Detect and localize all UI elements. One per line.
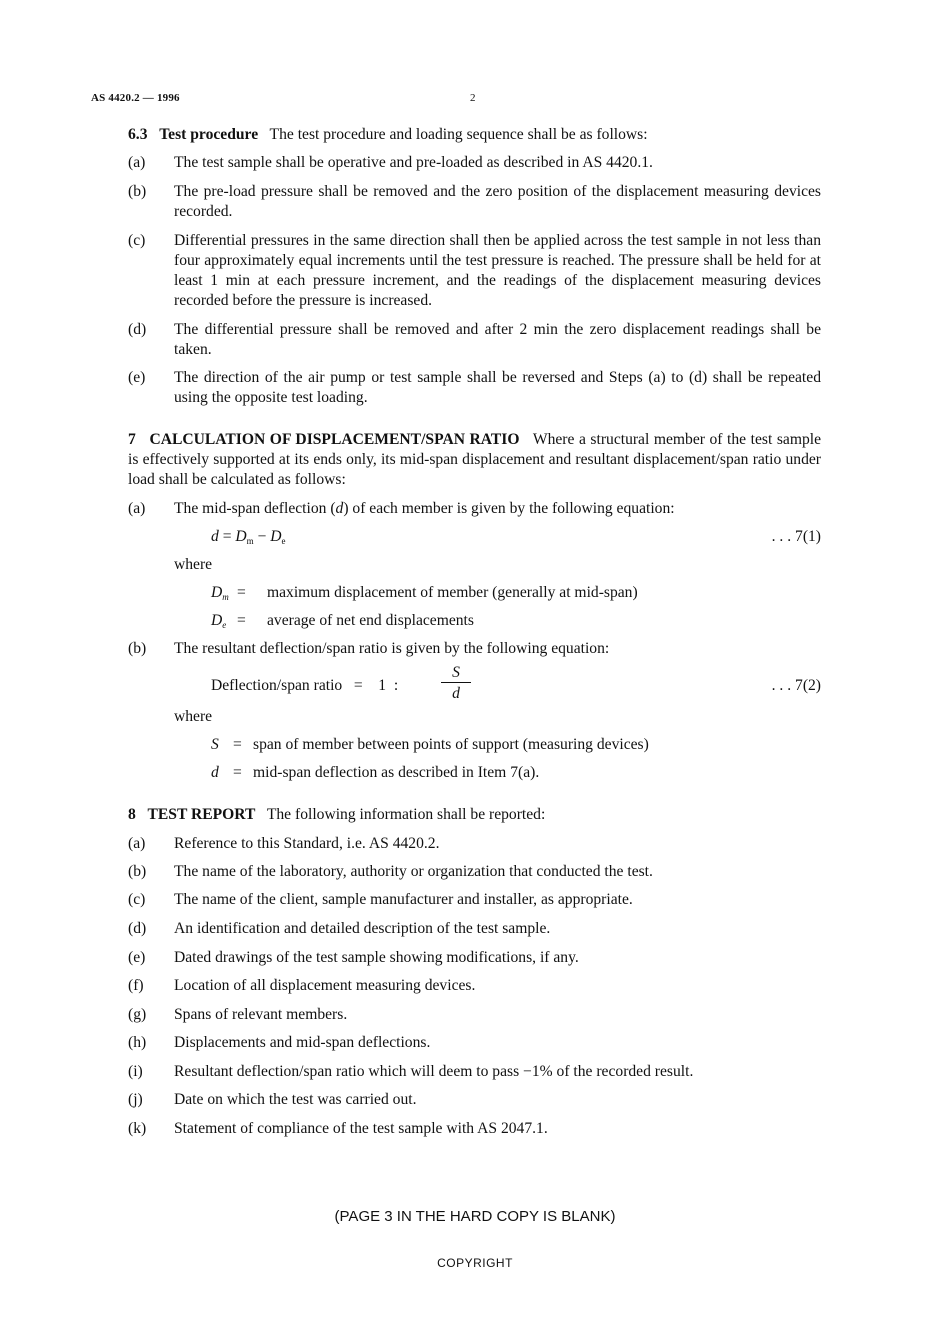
item-text: The name of the laboratory, authority or organization that conducted the test.: [174, 863, 653, 880]
list-item: [128, 862, 821, 882]
item-label: (b): [128, 640, 147, 657]
equation-7-2: [128, 663, 821, 705]
fraction-denominator: d: [452, 685, 460, 702]
item-label: (j): [128, 1091, 143, 1108]
item-label: (d): [128, 920, 147, 937]
definition-text: mid-span deflection as described in Item 7(a).: [253, 764, 540, 781]
section-title: Test procedure: [159, 126, 259, 143]
eq-term: D: [235, 528, 247, 545]
symbol-subscript: m: [222, 592, 229, 602]
item-text: Reference to this Standard, i.e. AS 4420.2.: [174, 835, 440, 852]
item-text: The pre-load pressure shall be removed and the zero position of the displacement measuring devices recorded.: [174, 183, 821, 220]
definition-text: maximum displacement of member (generally at mid-span): [267, 584, 638, 601]
definition-symbol: [211, 611, 237, 635]
eq-minus: −: [253, 528, 271, 545]
item-label: (f): [128, 977, 144, 994]
item-text: The mid-span deflection (: [174, 500, 336, 517]
section-7-heading: [128, 430, 821, 490]
definition-symbol: d: [211, 764, 219, 781]
item-label: (c): [128, 891, 146, 908]
item-text: ) of each member is given by the following equation:: [343, 500, 675, 517]
definition-equals: =: [237, 584, 246, 601]
list-item: [128, 1062, 821, 1082]
list-item: [128, 499, 821, 519]
definition-row: [128, 583, 821, 603]
eq-colon: :: [393, 677, 399, 694]
symbol-subscript: e: [222, 620, 227, 630]
where-label: where: [174, 556, 213, 573]
eq-sign: =: [218, 528, 236, 545]
item-label: (i): [128, 1063, 143, 1080]
item-text: The test sample shall be operative and pre-loaded as described in AS 4420.1.: [174, 154, 653, 171]
page-number: 2: [470, 92, 476, 104]
item-text: Location of all displacement measuring devices.: [174, 977, 476, 994]
item-label: (e): [128, 369, 146, 386]
item-text: Statement of compliance of the test sample with AS 2047.1.: [174, 1120, 548, 1137]
definition-row: [128, 611, 821, 631]
section-number: 7: [128, 431, 136, 448]
item-text: Displacements and mid-span deflections.: [174, 1034, 431, 1051]
symbol-d: d: [335, 500, 344, 517]
symbol-letter: D: [211, 584, 223, 601]
list-item: [128, 1090, 821, 1110]
item-label: (e): [128, 949, 146, 966]
item-label: (a): [128, 835, 146, 852]
list-item: [128, 368, 821, 408]
list-item: [128, 919, 821, 939]
list-item: [128, 153, 821, 173]
item-text: Spans of relevant members.: [174, 1006, 348, 1023]
definition-symbol: [211, 583, 237, 607]
item-text: An identification and detailed description of the test sample.: [174, 920, 551, 937]
list-item: [128, 948, 821, 968]
section-title: TEST REPORT: [147, 806, 256, 823]
definition-row: [128, 735, 821, 755]
eq-lhs: d: [211, 528, 219, 545]
section-intro: The following information shall be reported:: [266, 806, 546, 823]
item-text: The direction of the air pump or test sample shall be reversed and Steps (a) to (d) shall be repeated using the opposite test loading.: [174, 369, 821, 406]
section-number: 6.3: [128, 126, 148, 143]
list-item: [128, 834, 821, 854]
list-item: [128, 182, 821, 222]
item-label: (h): [128, 1034, 147, 1051]
item-label: (g): [128, 1006, 147, 1023]
fraction-numerator: S: [441, 663, 471, 683]
item-label: (b): [128, 863, 147, 880]
item-text: Dated drawings of the test sample showing modifications, if any.: [174, 949, 579, 966]
equation-7-1: [128, 527, 821, 547]
list-item: [128, 320, 821, 360]
definition-equals: =: [233, 736, 242, 753]
blank-page-note: (PAGE 3 IN THE HARD COPY IS BLANK): [334, 1208, 616, 1225]
item-label: (a): [128, 154, 146, 171]
eq-term: D: [270, 528, 282, 545]
item-text: Differential pressures in the same direction shall then be applied across the test sample in not less than four approximately equal increments until the test pressure is reached. The pressure shall be held for at least 1 min at each pressure increment, and the readings of the displacement measuring devices recorded before the pressure is increased.: [174, 232, 821, 309]
fraction: [441, 663, 471, 705]
equation-number: . . . 7(1): [771, 528, 821, 545]
list-item: [128, 976, 821, 996]
copyright-notice: COPYRIGHT: [437, 1256, 513, 1270]
where-label: where: [174, 708, 213, 725]
equation-number: . . . 7(2): [771, 677, 821, 694]
eq-subscript: e: [281, 536, 286, 546]
equation-label: [211, 676, 398, 696]
list-item: [128, 231, 821, 311]
definition-text: span of member between points of support (measuring devices): [253, 736, 649, 753]
definition-row: [128, 763, 821, 783]
list-item: [128, 1005, 821, 1025]
item-label: (a): [128, 500, 146, 517]
list-item: [128, 639, 821, 659]
section-intro: Where a structural member of the test sample is effectively supported at its ends only, its mid-span displacement and resultant displacement/span ratio under load shall be calculated as follows:: [128, 431, 822, 488]
eq-sign: =: [353, 677, 363, 694]
list-item: [128, 1119, 821, 1139]
item-text: The name of the client, sample manufacturer and installer, as appropriate.: [174, 891, 633, 908]
definition-equals: =: [233, 764, 242, 781]
symbol-letter: D: [211, 612, 223, 629]
item-label: (c): [128, 232, 146, 249]
eq-one: 1: [378, 677, 387, 694]
eq-label-text: Deflection/span ratio: [211, 677, 343, 694]
section-8-heading: [128, 805, 821, 825]
definition-text: average of net end displacements: [267, 612, 474, 629]
item-label: (b): [128, 183, 147, 200]
header-standard: AS 4420.2 — 1996: [91, 92, 180, 104]
item-text: Resultant deflection/span ratio which will deem to pass −1% of the recorded result.: [174, 1063, 694, 1080]
section-number: 8: [128, 806, 136, 823]
section-intro: The test procedure and loading sequence shall be as follows:: [269, 126, 648, 143]
section-title: CALCULATION OF DISPLACEMENT/SPAN RATIO: [149, 431, 520, 448]
item-label: (d): [128, 321, 147, 338]
item-text: The differential pressure shall be removed and after 2 min the zero displacement readings shall be taken.: [174, 321, 821, 358]
section-6-3-heading: [128, 125, 821, 145]
item-label: (k): [128, 1120, 147, 1137]
list-item: [128, 1033, 821, 1053]
definition-equals: =: [237, 612, 246, 629]
item-text: Date on which the test was carried out.: [174, 1091, 417, 1108]
eq-subscript: m: [246, 536, 254, 546]
list-item: [128, 890, 821, 910]
document-body: [128, 125, 821, 1139]
definition-symbol: S: [211, 736, 219, 753]
item-text: The resultant deflection/span ratio is given by the following equation:: [174, 640, 610, 657]
